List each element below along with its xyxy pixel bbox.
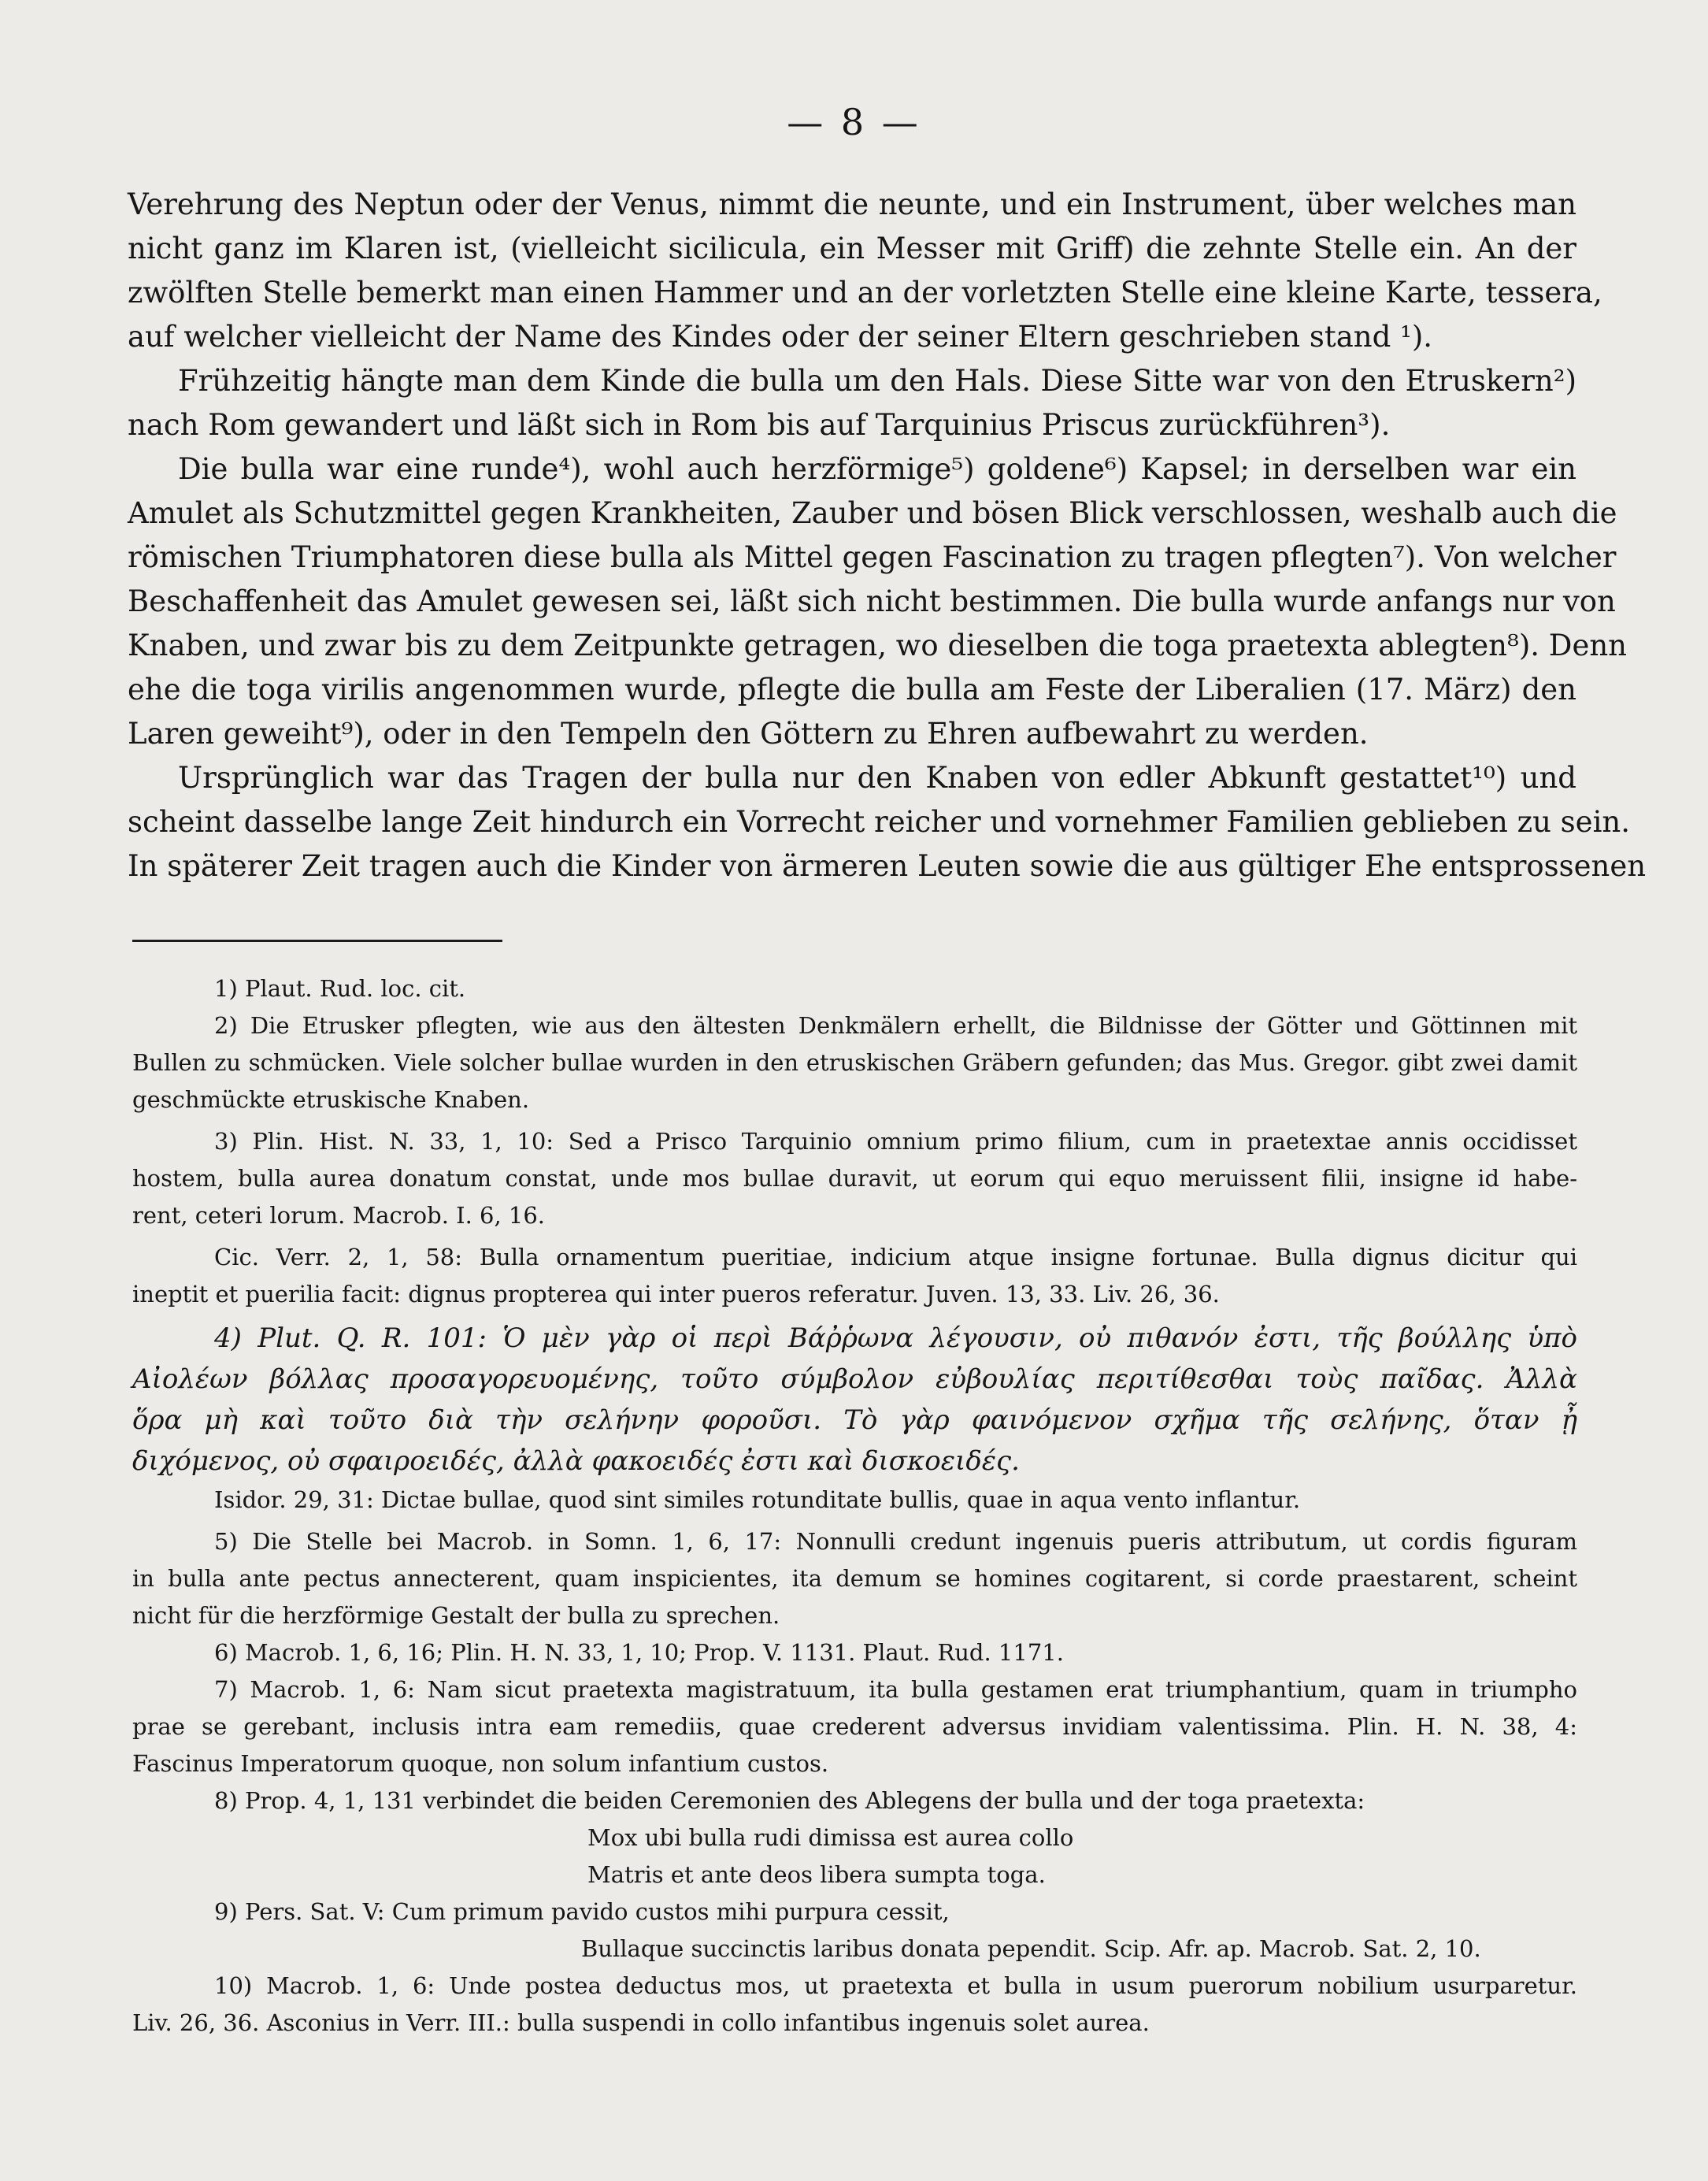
footnote-separator [132, 940, 502, 942]
footnote-line: hostem, bulla aurea donatum constat, unde mos bullae duravit, ut eorum qui equo meruissent filii, insigne id habe- [132, 1165, 1577, 1192]
poem-line: Bullaque succinctis laribus donata pependit. Scip. Afr. ap. Macrob. Sat. 2, 10. [581, 1935, 1481, 1962]
poem-line: Matris et ante deos libera sumpta toga. [587, 1861, 1046, 1888]
text-line: Amulet als Schutzmittel gegen Krankheiten, Zauber und bösen Blick verschlossen, weshalb auch die [128, 496, 1617, 530]
text-line: ehe die toga virilis angenommen wurde, pflegte die bulla am Feste der Liberalien (17. März) den [128, 673, 1576, 707]
text-line: Frühzeitig hängte man dem Kinde die bulla um den Hals. Diese Sitte war von den Etruskern²) [178, 364, 1576, 398]
footnotes [132, 970, 1577, 2042]
footnote-line: 5) Die Stelle bei Macrob. in Somn. 1, 6, 17: Nonnulli credunt ingenuis pueris attributum, ut cordis figuram [214, 1528, 1577, 1555]
footnote-line: 9) Pers. Sat. V: Cum primum pavido custos mihi purpura cessit, [214, 1898, 950, 1925]
text-line: In späterer Zeit tragen auch die Kinder von ärmeren Leuten sowie die aus gültiger Ehe entsprossenen [128, 849, 1647, 883]
footnote-line: in bulla ante pectus annecterent, quam inspicientes, ita demum se homines cogitarent, si corde praestarent, scheint [132, 1565, 1577, 1592]
footnote-line: Bullen zu schmücken. Viele solcher bullae wurden in den etruskischen Gräbern gefunden; das Mus. Gregor. gibt zwei damit [132, 1049, 1577, 1076]
text-line: Verehrung des Neptun oder der Venus, nimmt die neunte, und ein Instrument, über welches man [128, 187, 1576, 221]
text-line: scheint dasselbe lange Zeit hindurch ein Vorrecht reicher und vornehmer Familien geblieben zu sein. [128, 805, 1630, 839]
footnote-line: Αἰολέων βόλλας προσαγορευομένης, τοῦτο σύμβολον εὐβουλίας περιτίθεσθαι τοὺς παῖδας. Ἀλλὰ [132, 1363, 1577, 1395]
poem-line: Mox ubi bulla rudi dimissa est aurea collo [587, 1824, 1074, 1851]
text-line: Knaben, und zwar bis zu dem Zeitpunkte getragen, wo dieselben die toga praetexta ablegten⁸). Denn [128, 629, 1628, 662]
footnote-line: rent, ceteri lorum. Macrob. I. 6, 16. [132, 1202, 546, 1229]
footnote-line: διχόμενος, οὐ σφαιροειδές, ἀλλὰ φακοειδές ἐστι καὶ δισκοειδές. [132, 1445, 1020, 1477]
text-line: Laren geweiht⁹), oder in den Tempeln den Göttern zu Ehren aufbewahrt zu werden. [128, 717, 1369, 751]
text-line: Ursprünglich war das Tragen der bulla nur den Knaben von edler Abkunft gestattet¹⁰) und [178, 761, 1576, 795]
main-text [128, 183, 1647, 888]
footnote-line: Isidor. 29, 31: Dictae bullae, quod sint similes rotunditate bullis, quae in aqua vento inflantur. [214, 1486, 1301, 1513]
text-line: römischen Triumphatoren diese bulla als Mittel gegen Fascination zu tragen pflegten⁷). Von welcher [128, 540, 1617, 574]
footnote-line: nicht für die herzförmige Gestalt der bulla zu sprechen. [132, 1602, 780, 1629]
page-number: — 8 — [787, 101, 921, 143]
footnote-line: 10) Macrob. 1, 6: Unde postea deductus mos, ut praetexta et bulla in usum puerorum nobilium usurparetur. [214, 1972, 1577, 1999]
footnote-line: Liv. 26, 36. Asconius in Verr. III.: bulla suspendi in collo infantibus ingenuis solet aurea. [132, 2009, 1150, 2036]
text-line: Die bulla war eine runde⁴), wohl auch herzförmige⁵) goldene⁶) Kapsel; in derselben war ein [178, 452, 1576, 486]
text-line: Beschaffenheit das Amulet gewesen sei, läßt sich nicht bestimmen. Die bulla wurde anfangs nur von [128, 584, 1616, 618]
footnote-line: 1) Plaut. Rud. loc. cit. [214, 975, 466, 1002]
footnote-line: 8) Prop. 4, 1, 131 verbindet die beiden Ceremonien des Ablegens der bulla und der toga praetexta: [214, 1787, 1365, 1814]
footnote-line: prae se gerebant, inclusis intra eam remediis, quae crederent adversus invidiam valentissima. Plin. H. N. 38, 4: [132, 1713, 1577, 1740]
text-line: auf welcher vielleicht der Name des Kindes oder der seiner Eltern geschrieben stand ¹). [128, 320, 1433, 354]
footnote-line: Fascinus Imperatorum quoque, non solum infantium custos. [132, 1750, 829, 1777]
text-line: zwölften Stelle bemerkt man einen Hammer und an der vorletzten Stelle eine kleine Karte, tessera, [128, 276, 1602, 310]
footnote-line: 6) Macrob. 1, 6, 16; Plin. H. N. 33, 1, 10; Prop. V. 1131. Plaut. Rud. 1171. [214, 1639, 1064, 1666]
footnote-line: 4) Plut. Q. R. 101: Ὁ μὲν γὰρ οἱ περὶ Βάῤῥωνα λέγουσιν, οὐ πιθανόν ἐστι, τῆς βούλλης ὑπὸ [214, 1322, 1577, 1354]
footnote-line: geschmückte etruskische Knaben. [132, 1086, 530, 1113]
footnote-line: ὅρα μὴ καὶ τοῦτο διὰ τὴν σελήνην φοροῦσι. Τὸ γὰρ φαινόμενον σχῆμα τῆς σελήνης, ὅταν ᾖ [132, 1404, 1577, 1436]
footnote-line: ineptit et puerilia facit: dignus propterea qui inter pueros referatur. Juven. 13, 33. Liv. 26, 36. [132, 1281, 1220, 1307]
footnote-line: 2) Die Etrusker pflegten, wie aus den ältesten Denkmälern erhellt, die Bildnisse der Götter und Göttinnen mit [214, 1012, 1577, 1039]
text-line: nicht ganz im Klaren ist, (vielleicht sicilicula, ein Messer mit Griff) die zehnte Stelle ein. An der [128, 232, 1576, 265]
footnote-line: 3) Plin. Hist. N. 33, 1, 10: Sed a Prisco Tarquinio omnium primo filium, cum in praetextae annis occidisset [214, 1128, 1577, 1155]
footnote-line: Cic. Verr. 2, 1, 58: Bulla ornamentum pueritiae, indicium atque insigne fortunae. Bulla dignus dicitur qui [214, 1244, 1577, 1270]
footnote-line: 7) Macrob. 1, 6: Nam sicut praetexta magistratuum, ita bulla gestamen erat triumphantium, quam in triumpho [214, 1676, 1577, 1703]
text-line: nach Rom gewandert und läßt sich in Rom bis auf Tarquinius Priscus zurückführen³). [128, 408, 1391, 442]
